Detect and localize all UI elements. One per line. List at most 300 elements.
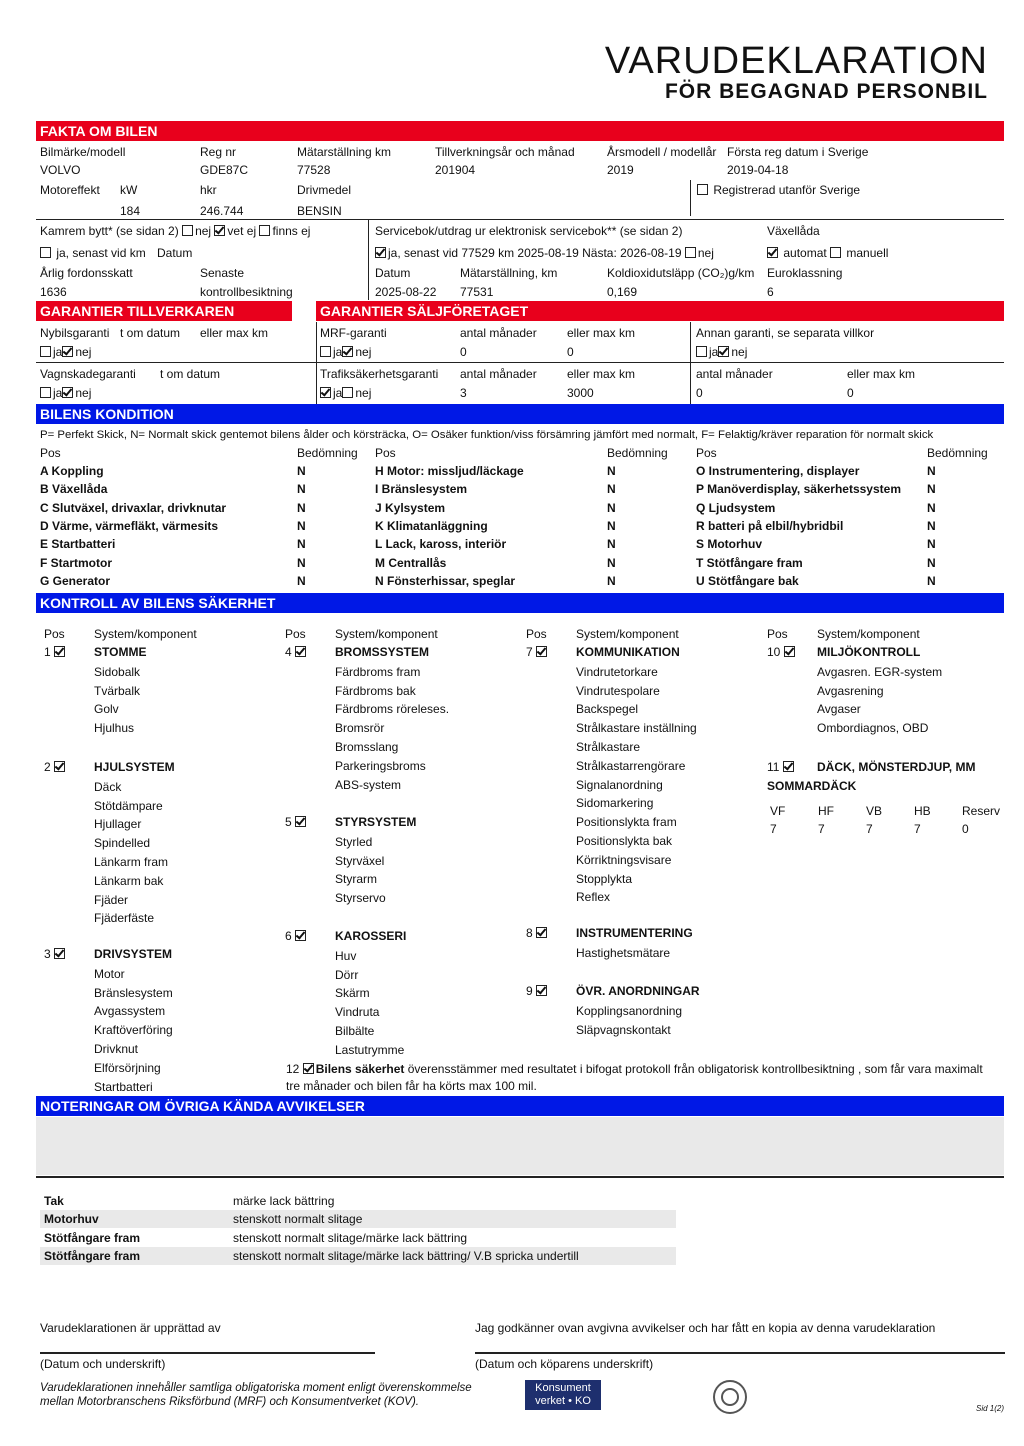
label-besikt-matar: Mätarställning, km bbox=[460, 266, 558, 280]
group-item: Färdbroms bak bbox=[335, 683, 416, 698]
label-upprattad: Varudeklarationen är upprättad av bbox=[40, 1321, 221, 1335]
group-item: Körriktningsvisare bbox=[576, 852, 672, 867]
group-item: Backspegel bbox=[576, 702, 639, 717]
divider bbox=[36, 219, 1004, 220]
value-kw: 184 bbox=[120, 204, 141, 218]
group-item: Avgasrening bbox=[817, 683, 884, 698]
value-drivmedel: BENSIN bbox=[297, 204, 342, 218]
sakerhet-pos-header: Pos bbox=[767, 627, 788, 641]
section-garanti-tillverkaren: GARANTIER TILLVERKAREN bbox=[36, 301, 292, 321]
label-co2: Koldioxidutsläpp (CO₂)g/km bbox=[607, 266, 755, 280]
label-nybil-max: eller max km bbox=[200, 326, 269, 340]
mrf-seal-icon bbox=[713, 1380, 747, 1414]
manuell-checkbox[interactable] bbox=[830, 247, 841, 258]
kondition-item: B Växellåda bbox=[40, 482, 108, 497]
group-item: Skärm bbox=[335, 986, 370, 1001]
value-regnr: GDE87C bbox=[200, 163, 249, 177]
kondition-item: N Fönsterhissar, speglar bbox=[375, 573, 516, 588]
kondition-rating: N bbox=[927, 518, 936, 533]
kondition-item: S Motorhuv bbox=[696, 537, 762, 552]
group-item: Styrarm bbox=[335, 872, 377, 887]
group-item: Kraftöverföring bbox=[94, 1023, 173, 1038]
reg-utanfor-checkbox[interactable] bbox=[697, 183, 860, 197]
group-checkbox[interactable] bbox=[783, 761, 794, 772]
kamrem-finns-checkbox[interactable] bbox=[259, 225, 270, 236]
group-pos: 4 bbox=[285, 645, 292, 659]
tyre-header: VF bbox=[770, 804, 786, 818]
group-pos: 3 bbox=[44, 947, 51, 961]
group-title: STYRSYSTEM bbox=[335, 815, 417, 829]
automat-label: automat bbox=[783, 246, 827, 260]
p12-row bbox=[286, 1062, 983, 1076]
disclaimer-line-2: mellan Motorbranschens Riksförbund (MRF) och Konsumentverket (KOV). bbox=[40, 1396, 420, 1408]
label-trafik-antal: antal månader bbox=[460, 367, 537, 381]
kondition-item: M Centrallås bbox=[375, 555, 447, 570]
group-item: Avgasren. EGR-system bbox=[817, 664, 943, 679]
kondition-rating: N bbox=[927, 555, 936, 570]
group-item: Signalanordning bbox=[576, 777, 663, 792]
group-item: Spindelled bbox=[94, 836, 151, 851]
group-item: Parkeringsbroms bbox=[335, 758, 426, 773]
label-vaxellada: Växellåda bbox=[767, 224, 820, 238]
nybil-ja-checkbox[interactable] bbox=[40, 346, 51, 357]
value-annan-km: 0 bbox=[847, 386, 854, 400]
sakerhet-sys-header: System/komponent bbox=[94, 627, 197, 641]
label-kontrollbesiktning: kontrollbesiktning bbox=[200, 285, 293, 299]
p12-bold: Bilens säkerhet bbox=[315, 1062, 405, 1076]
label-matarstallning: Mätarställning km bbox=[297, 145, 392, 159]
group-pos: 9 bbox=[526, 984, 533, 998]
label-sig-buyer: (Datum och köparens underskrift) bbox=[475, 1357, 654, 1371]
group-pos: 7 bbox=[526, 645, 533, 659]
trafik-janej bbox=[320, 386, 371, 400]
kondition-item: E Startbatteri bbox=[40, 537, 116, 552]
kondition-pos-header: Pos bbox=[696, 446, 717, 460]
note-text: stenskott normalt slitage bbox=[233, 1212, 363, 1227]
ja-label: ja bbox=[333, 386, 343, 400]
label-servicebok: Servicebok/utdrag ur elektronisk servicebok** (se sidan 2) bbox=[375, 224, 683, 238]
kamrem-label: Kamrem bytt* (se sidan 2) bbox=[40, 224, 179, 238]
reg-utanfor-label: Registrerad utanför Sverige bbox=[713, 183, 861, 197]
group-item: Golv bbox=[94, 702, 119, 717]
document-subtitle: FÖR BEGAGNAD PERSONBIL bbox=[664, 80, 988, 103]
nej-label: nej bbox=[731, 345, 748, 359]
group-item: Avgaser bbox=[817, 702, 861, 717]
divider bbox=[316, 322, 317, 404]
group-item: Bromsrör bbox=[335, 721, 385, 736]
group-item: Stötdämpare bbox=[94, 798, 163, 813]
tyre-season: SOMMARDÄCK bbox=[767, 779, 857, 793]
p12-pos: 12 bbox=[286, 1062, 300, 1076]
sakerhet-pos-header: Pos bbox=[526, 627, 547, 641]
kondition-item: L Lack, kaross, interiör bbox=[375, 537, 507, 552]
kondition-bed-header: Bedömning bbox=[927, 446, 988, 460]
group-item: Startbatteri bbox=[94, 1079, 153, 1094]
kondition-rating: N bbox=[607, 500, 616, 515]
section-fakta-heading: FAKTA OM BILEN bbox=[36, 121, 1004, 141]
group-checkbox[interactable] bbox=[54, 646, 65, 657]
label-kw: kW bbox=[120, 183, 138, 197]
group-item: Lastutrymme bbox=[335, 1042, 405, 1057]
sakerhet-group-11 bbox=[767, 760, 796, 774]
kondition-item: J Kylsystem bbox=[375, 500, 446, 515]
annan-janej bbox=[696, 345, 747, 359]
annan-nej-checkbox[interactable] bbox=[718, 346, 729, 357]
group-item: Tvärbalk bbox=[94, 683, 141, 698]
kondition-pos-header: Pos bbox=[40, 446, 61, 460]
kondition-rating: N bbox=[297, 518, 306, 533]
label-nybilsgaranti: Nybilsgaranti bbox=[40, 326, 110, 340]
label-nybil-tom: t om datum bbox=[120, 326, 181, 340]
group-checkbox[interactable] bbox=[295, 816, 306, 827]
sakerhet-group-2 bbox=[44, 760, 67, 774]
label-regnr: Reg nr bbox=[200, 145, 237, 159]
group-pos: 8 bbox=[526, 926, 533, 940]
group-item: Länkarm bak bbox=[94, 873, 164, 888]
group-item: Ombordiagnos, OBD bbox=[817, 721, 929, 736]
sakerhet-sys-header: System/komponent bbox=[817, 627, 920, 641]
group-item: Hjullager bbox=[94, 817, 142, 832]
sakerhet-group-7 bbox=[526, 645, 549, 659]
nybil-janej bbox=[40, 345, 91, 359]
sakerhet-group-4 bbox=[285, 645, 308, 659]
group-checkbox[interactable] bbox=[784, 646, 795, 657]
vagn-ja-checkbox[interactable] bbox=[40, 387, 51, 398]
tyre-header: VB bbox=[866, 804, 883, 818]
ja-label: ja bbox=[709, 345, 719, 359]
sakerhet-group-1 bbox=[44, 645, 67, 659]
note-part: Stötfångare fram bbox=[44, 1248, 141, 1263]
nej-label: nej bbox=[355, 386, 372, 400]
label-hkr: hkr bbox=[200, 183, 217, 197]
kondition-item: K Klimatanläggning bbox=[375, 518, 488, 533]
group-item: Reflex bbox=[576, 890, 611, 905]
tyre-depth: 7 bbox=[914, 822, 921, 836]
group-item: Sidomarkering bbox=[576, 796, 654, 811]
automat-checkbox[interactable] bbox=[767, 247, 778, 258]
kondition-rating: N bbox=[607, 537, 616, 552]
note-text: stenskott normalt slitage/märke lack bättring bbox=[233, 1230, 468, 1245]
servicebok-row bbox=[375, 246, 714, 260]
kamrem-nej-checkbox[interactable] bbox=[182, 225, 193, 236]
group-checkbox[interactable] bbox=[295, 646, 306, 657]
kondition-rating: N bbox=[927, 500, 936, 515]
group-item: Släpvagnskontakt bbox=[576, 1022, 671, 1037]
kondition-bed-header: Bedömning bbox=[297, 446, 358, 460]
value-trafik-km: 3000 bbox=[567, 386, 594, 400]
page-number: Sid 1(2) bbox=[976, 1404, 1005, 1413]
tyre-header: HB bbox=[914, 804, 931, 818]
kondition-item: G Generator bbox=[40, 573, 111, 588]
value-hkr: 246.744 bbox=[200, 204, 244, 218]
group-title: INSTRUMENTERING bbox=[576, 926, 693, 940]
group-pos: 6 bbox=[285, 929, 292, 943]
group-title: KOMMUNIKATION bbox=[576, 645, 680, 659]
trafik-ja-checkbox[interactable] bbox=[320, 387, 331, 398]
value-mrf-km: 0 bbox=[567, 345, 574, 359]
kamrem-nej-label: nej bbox=[195, 224, 212, 238]
kondition-item: R batteri på elbil/hybridbil bbox=[696, 518, 844, 533]
value-besikt-datum: 2025-08-22 bbox=[375, 285, 437, 299]
label-skatt: Årlig fordonsskatt bbox=[40, 266, 133, 280]
kondition-pos-header: Pos bbox=[375, 446, 396, 460]
kondition-item: D Värme, värmefläkt, värmesits bbox=[40, 518, 219, 533]
group-item: Elförsörjning bbox=[94, 1060, 161, 1075]
group-item: Vindruta bbox=[335, 1005, 380, 1020]
value-tillverkning: 201904 bbox=[435, 163, 476, 177]
group-item: Strålkastare bbox=[576, 740, 641, 754]
group-item: Strålkastare inställning bbox=[576, 721, 697, 736]
tyre-header: HF bbox=[818, 804, 834, 818]
label-annan-max: eller max km bbox=[847, 367, 916, 381]
label-mrf-max: eller max km bbox=[567, 326, 636, 340]
trafik-nej-checkbox[interactable] bbox=[342, 387, 353, 398]
mrf-ja-checkbox[interactable] bbox=[320, 346, 331, 357]
note-part: Stötfångare fram bbox=[44, 1230, 141, 1245]
group-title: HJULSYSTEM bbox=[94, 760, 175, 774]
kondition-rating: N bbox=[607, 464, 616, 478]
divider bbox=[690, 322, 691, 404]
value-bilmarke: VOLVO bbox=[40, 163, 81, 177]
kondition-rating: N bbox=[297, 500, 306, 515]
annan-ja-checkbox[interactable] bbox=[696, 346, 707, 357]
nej-label: nej bbox=[355, 345, 372, 359]
section-sakerhet-heading: KONTROLL AV BILENS SÄKERHET bbox=[36, 593, 1004, 613]
value-forsta-reg: 2019-04-18 bbox=[727, 163, 789, 177]
kondition-item: Q Ljudsystem bbox=[696, 500, 776, 515]
kamrem-vet-checkbox[interactable] bbox=[214, 225, 225, 236]
kondition-rating: N bbox=[297, 482, 306, 497]
kamrem-ja-label: ja, senast vid km bbox=[56, 246, 146, 260]
note-part: Tak bbox=[44, 1194, 64, 1208]
group-item: Strålkastarrengörare bbox=[576, 758, 686, 773]
group-title: DRIVSYSTEM bbox=[94, 947, 173, 961]
label-annan-antal: antal månader bbox=[696, 367, 773, 381]
ja-label: ja bbox=[333, 345, 343, 359]
group-item: Bränslesystem bbox=[94, 985, 173, 1000]
document-title: VARUDEKLARATION bbox=[604, 40, 988, 82]
vagn-janej bbox=[40, 386, 91, 400]
tyre-depth: 7 bbox=[866, 822, 873, 836]
group-item: Positionslykta bak bbox=[576, 834, 673, 848]
servicebok-ja-label: ja, senast vid 77529 km 2025-08-19 Nästa: 2026-08-19 bbox=[388, 246, 682, 260]
label-bilmarke: Bilmärke/modell bbox=[40, 145, 126, 159]
value-trafik-man: 3 bbox=[460, 386, 467, 400]
group-item: Däck bbox=[94, 779, 122, 794]
group-title: KAROSSERI bbox=[335, 929, 407, 943]
divider bbox=[368, 220, 369, 300]
kondition-bed-header: Bedömning bbox=[607, 446, 668, 460]
kondition-item: A Koppling bbox=[40, 464, 104, 478]
sakerhet-pos-header: Pos bbox=[44, 627, 65, 641]
kondition-item: P Manöverdisplay, säkerhetssystem bbox=[696, 482, 901, 497]
tyre-depth: 7 bbox=[770, 822, 777, 836]
group-pos: 11 bbox=[767, 760, 780, 774]
value-besikt-matar: 77531 bbox=[460, 285, 494, 299]
group-title: ÖVR. ANORDNINGAR bbox=[576, 984, 700, 998]
kondition-rating: N bbox=[927, 482, 936, 497]
label-trafik-garanti: Trafiksäkerhetsgaranti bbox=[320, 367, 439, 381]
vagn-nej-checkbox[interactable] bbox=[62, 387, 73, 398]
group-checkbox[interactable] bbox=[536, 985, 547, 996]
label-kamrem-datum: Datum bbox=[157, 246, 193, 260]
value-skatt: 1636 bbox=[40, 285, 67, 299]
kondition-rating: N bbox=[297, 464, 306, 478]
group-title: BROMSSYSTEM bbox=[335, 645, 430, 659]
vaxellada-row bbox=[767, 246, 888, 260]
sakerhet-group-10 bbox=[767, 645, 797, 659]
group-title: DÄCK, MÖNSTERDJUP, MM bbox=[817, 760, 976, 774]
value-mrf-man: 0 bbox=[460, 345, 467, 359]
group-item: Färdbroms fram bbox=[335, 664, 421, 679]
group-item: Styrväxel bbox=[335, 853, 385, 868]
kondition-legend: P= Perfekt Skick, N= Normalt skick gentemot bilens ålder och körsträcka, O= Osäker funktion/viss försämring jämfört med normalt, F= Felaktig/kräver reparation för normalt skick bbox=[40, 429, 934, 441]
kamrem-vet-label: vet ej bbox=[227, 224, 257, 238]
kamrem-ja-row bbox=[40, 246, 146, 260]
group-checkbox[interactable] bbox=[295, 930, 306, 941]
tyre-header: Reserv bbox=[962, 804, 1001, 818]
label-godkanner: Jag godkänner ovan avgivna avvikelser och har fått en kopia av denna varudeklaration bbox=[475, 1321, 936, 1335]
kondition-rating: N bbox=[297, 573, 306, 588]
kondition-rating: N bbox=[607, 573, 616, 588]
group-pos: 2 bbox=[44, 760, 51, 774]
group-item: Färdbroms röreleses. bbox=[335, 702, 450, 717]
servicebok-ja-checkbox[interactable] bbox=[375, 247, 386, 258]
group-item: Fjäderfäste bbox=[94, 911, 155, 926]
kondition-rating: N bbox=[297, 537, 306, 552]
group-checkbox[interactable] bbox=[54, 948, 65, 959]
group-checkbox[interactable] bbox=[54, 761, 65, 772]
manuell-label: manuell bbox=[846, 246, 889, 260]
divider bbox=[690, 180, 691, 216]
label-forsta-reg: Första reg datum i Sverige bbox=[727, 145, 869, 159]
kondition-item: I Bränslesystem bbox=[375, 482, 468, 497]
group-item: Drivknut bbox=[94, 1042, 139, 1056]
value-annan-man: 0 bbox=[696, 386, 703, 400]
label-vagn-tom: t om datum bbox=[160, 367, 221, 381]
kondition-item: U Stötfångare bak bbox=[696, 573, 799, 588]
group-pos: 1 bbox=[44, 645, 51, 659]
group-item: Stopplykta bbox=[576, 871, 633, 886]
sakerhet-group-8 bbox=[526, 926, 549, 940]
kondition-rating: N bbox=[927, 537, 936, 552]
sakerhet-group-5 bbox=[285, 815, 308, 829]
logo-text: verket • KO bbox=[535, 1395, 591, 1407]
label-tillverkning: Tillverkningsår och månad bbox=[435, 145, 575, 159]
konsumentverket-logo bbox=[525, 1380, 601, 1410]
label-arsmodell: Årsmodell / modellår bbox=[607, 145, 717, 159]
signature-line-seller[interactable] bbox=[40, 1352, 375, 1354]
signature-line-buyer[interactable] bbox=[475, 1352, 1005, 1354]
value-matarstallning: 77528 bbox=[297, 163, 331, 177]
checkbox-icon bbox=[697, 184, 708, 195]
label-mrf-antal: antal månader bbox=[460, 326, 537, 340]
label-drivmedel: Drivmedel bbox=[297, 183, 352, 197]
value-co2: 0,169 bbox=[607, 285, 638, 299]
kondition-rating: N bbox=[607, 482, 616, 497]
group-item: Bilbälte bbox=[335, 1024, 375, 1038]
label-senaste: Senaste bbox=[200, 266, 245, 280]
label-trafik-max: eller max km bbox=[567, 367, 636, 381]
mrf-nej-checkbox[interactable] bbox=[342, 346, 353, 357]
group-item: Styrled bbox=[335, 834, 373, 849]
group-item: Dörr bbox=[335, 967, 359, 982]
label-vagnskadegaranti: Vagnskadegaranti bbox=[40, 367, 136, 381]
label-besikt-datum: Datum bbox=[375, 266, 411, 280]
p12-checkbox[interactable] bbox=[303, 1063, 314, 1074]
kondition-item: C Slutväxel, drivaxlar, drivknutar bbox=[40, 500, 227, 515]
group-item: Hastighetsmätare bbox=[576, 945, 671, 960]
nybil-nej-checkbox[interactable] bbox=[62, 346, 73, 357]
group-item: Hjulhus bbox=[94, 721, 135, 736]
group-item: Kopplingsanordning bbox=[576, 1003, 683, 1018]
note-text: märke lack bättring bbox=[233, 1194, 335, 1208]
value-arsmodell: 2019 bbox=[607, 163, 634, 177]
group-item: Länkarm fram bbox=[94, 855, 169, 869]
notes-free-area[interactable] bbox=[36, 1117, 1004, 1175]
section-kondition-heading: BILENS KONDITION bbox=[36, 404, 1004, 424]
group-item: Huv bbox=[335, 948, 357, 963]
p12-text-2: tre månader och bilen får ha körts max 100 mil. bbox=[286, 1079, 537, 1093]
nej-label: nej bbox=[75, 386, 92, 400]
servicebok-nej-checkbox[interactable] bbox=[685, 247, 696, 258]
group-item: Vindrutetorkare bbox=[576, 664, 658, 679]
group-item: Styrservo bbox=[335, 891, 386, 906]
servicebok-nej-label: nej bbox=[697, 246, 714, 260]
kondition-item: T Stötfångare fram bbox=[696, 555, 803, 570]
kamrem-finns-label: finns ej bbox=[272, 224, 311, 238]
kamrem-row bbox=[40, 224, 310, 238]
kondition-rating: N bbox=[607, 555, 616, 570]
group-item: Bromsslang bbox=[335, 740, 399, 754]
tyre-depth: 0 bbox=[962, 822, 969, 836]
group-checkbox[interactable] bbox=[536, 646, 547, 657]
group-item: Sidobalk bbox=[94, 664, 141, 679]
group-title: STOMME bbox=[94, 645, 147, 659]
sakerhet-group-9 bbox=[526, 984, 549, 998]
sakerhet-pos-header: Pos bbox=[285, 627, 306, 641]
label-mrf-garanti: MRF-garanti bbox=[320, 326, 387, 340]
ja-label: ja bbox=[53, 386, 63, 400]
kondition-rating: N bbox=[927, 464, 936, 478]
logo-text: Konsument bbox=[535, 1382, 591, 1394]
label-euro: Euroklassning bbox=[767, 266, 843, 280]
mrf-janej bbox=[320, 345, 371, 359]
group-item: Fjäder bbox=[94, 892, 129, 907]
tyre-depth: 7 bbox=[818, 822, 825, 836]
nej-label: nej bbox=[75, 345, 92, 359]
note-text: stenskott normalt slitage/märke lack bättring/ V.B spricka undertill bbox=[233, 1248, 579, 1263]
divider bbox=[36, 1176, 1004, 1178]
group-item: Avgassystem bbox=[94, 1004, 166, 1019]
sakerhet-group-6 bbox=[285, 929, 308, 943]
group-checkbox[interactable] bbox=[536, 927, 547, 938]
sakerhet-sys-header: System/komponent bbox=[576, 627, 679, 641]
label-annan-garanti: Annan garanti, se separata villkor bbox=[696, 326, 875, 340]
divider bbox=[36, 362, 1004, 363]
kamrem-ja-checkbox[interactable] bbox=[40, 247, 51, 258]
group-item: Vindrutespolare bbox=[576, 683, 660, 698]
section-garanti-saljforetaget: GARANTIER SÄLJFÖRETAGET bbox=[316, 301, 1004, 321]
kondition-rating: N bbox=[927, 573, 936, 588]
group-title: MILJÖKONTROLL bbox=[817, 645, 921, 659]
p12-text: överensstämmer med resultatet i bifogat protokoll från obligatorisk kontrollbesiktning , som får vara maximalt bbox=[404, 1062, 983, 1076]
label-motoreffekt: Motoreffekt bbox=[40, 183, 100, 197]
group-item: ABS-system bbox=[335, 777, 402, 792]
group-pos: 10 bbox=[767, 645, 781, 659]
sakerhet-sys-header: System/komponent bbox=[335, 627, 438, 641]
kondition-item: H Motor: missljud/läckage bbox=[375, 464, 524, 478]
